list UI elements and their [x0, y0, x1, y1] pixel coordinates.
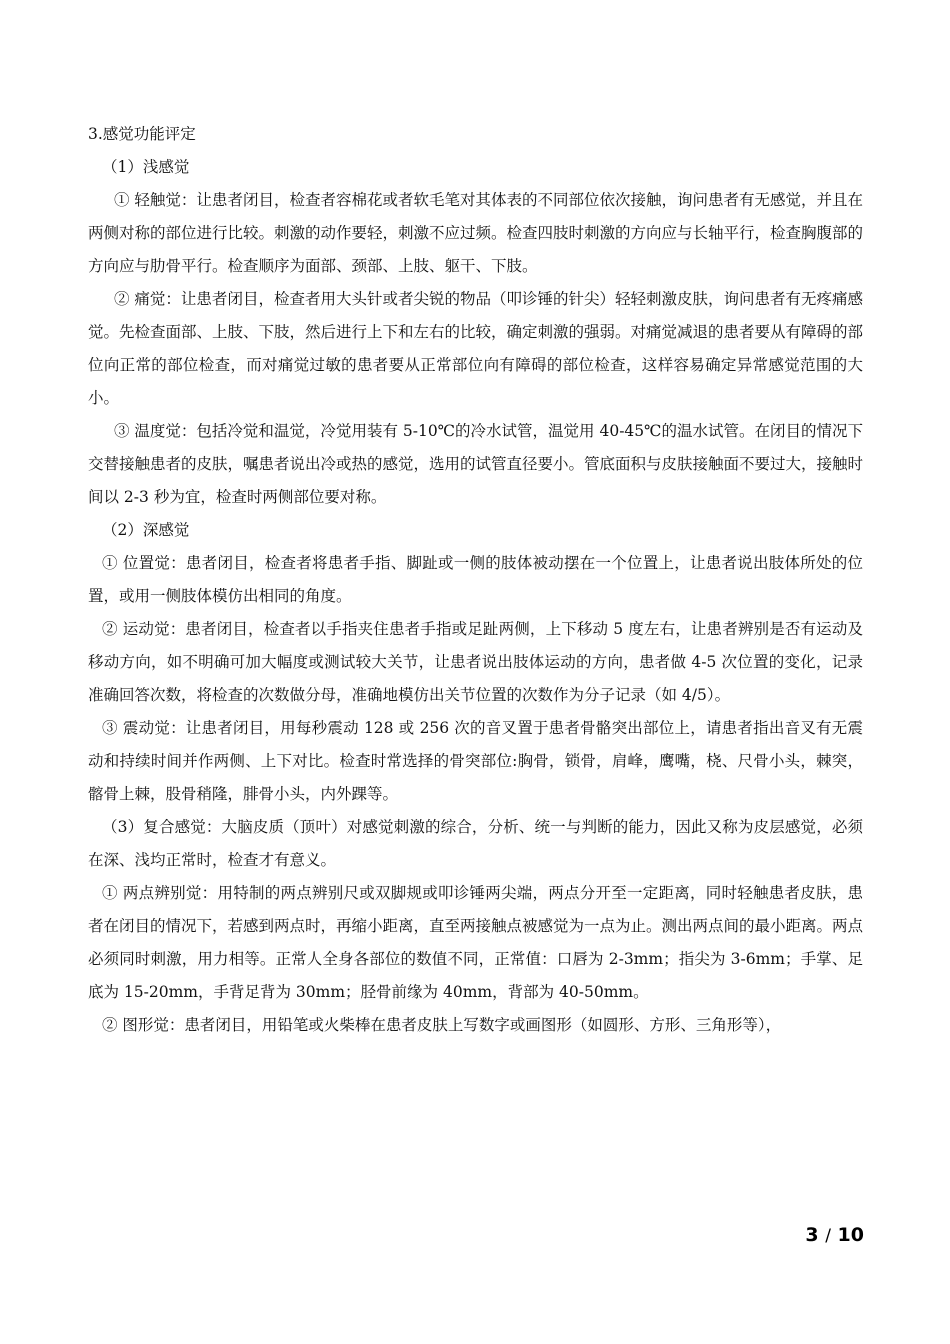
temperature-paragraph: ③ 温度觉：包括冷觉和温觉，冷觉用装有 5-10℃的冷水试管，温觉用 40-45℃的温水试管。在闭目的情况下交替接触患者的皮肤，嘱患者说出冷或热的感觉，选用的试管直径要小。管底面积与皮肤接触面不要过大，接触时间以 2-3 秒为宜，检查时两侧部位要对称。 — [88, 422, 864, 506]
deep-sensation-heading: （2）深感觉 — [102, 521, 190, 539]
complex-sensation-heading: （3）复合感觉：大脑皮质（顶叶）对感觉刺激的综合，分析、统一与判断的能力，因此又称为皮层感觉，必须在深、浅均正常时，检查才有意义。 — [88, 818, 863, 869]
motion-sense-paragraph: ② 运动觉：患者闭目，检查者以手指夹住患者手指或足趾两侧，上下移动 5 度左右，让患者辨别是否有运动及移动方向，如不明确可加大幅度或测试较大关节，让患者说出肢体运动的方向，患者做 4-5 次位置的变化，记录准确回答次数，将检查的次数做分母，准确地模仿出关节位置的次数作为分子记录（如 4/5）。 — [88, 620, 863, 704]
section-title: 3.感觉功能评定 — [88, 125, 196, 143]
pain-paragraph: ② 痛觉：让患者闭目，检查者用大头针或者尖锐的物品（叩诊锤的针尖）轻轻刺激皮肤，询问患者有无疼痛感觉。先检查面部、上肢、下肢，然后进行上下和左右的比较，确定刺激的强弱。对痛觉减退的患者要从有障碍的部位向正常的部位检查，而对痛觉过敏的患者要从正常部位向有障碍的部位检查，这样容易确定异常感觉范围的大小。 — [88, 290, 864, 407]
vibration-sense-paragraph: ③ 震动觉：让患者闭目，用每秒震动 128 或 256 次的音叉置于患者骨骼突出部位上，请患者指出音叉有无震动和持续时间并作两侧、上下对比。检查时常选择的骨突部位:胸骨，锁骨，肩峰，鹰嘴，桡、尺骨小头，棘突，髂骨上棘，股骨稍隆，腓骨小头，内外踝等。 — [88, 719, 863, 803]
two-point-discrimination-paragraph: ① 两点辨别觉：用特制的两点辨别尺或双脚规或叩诊锤两尖端，两点分开至一定距离，同时轻触患者皮肤，患者在闭目的情况下，若感到两点时，再缩小距离，直至两接触点被感觉为一点为止。测出两点间的最小距离。两点必须同时刺激，用力相等。正常人全身各部位的数值不同，正常值：口唇为 2-3mm；指尖为 3-6mm；手掌、足底为 15-20mm，手背足背为 30mm；胫骨前缘为 40mm，背部为 40-50mm。 — [88, 884, 864, 1001]
light-touch-paragraph: ① 轻触觉：让患者闭目，检查者容棉花或者软毛笔对其体表的不同部位依次接触，询问患者有无感觉，并且在两侧对称的部位进行比较。刺激的动作要轻，刺激不应过频。检查四肢时刺激的方向应与长轴平行，检查胸腹部的方向应与肋骨平行。检查顺序为面部、颈部、上肢、躯干、下肢。 — [88, 191, 864, 275]
current-page: 3 — [805, 1224, 819, 1246]
shallow-sensation-heading: （1）浅感觉 — [102, 158, 190, 176]
total-pages: 10 — [837, 1224, 864, 1246]
position-sense-paragraph: ① 位置觉：患者闭目，检查者将患者手指、脚趾或一侧的肢体被动摆在一个位置上，让患者说出肢体所处的位置，或用一侧肢体模仿出相同的角度。 — [88, 554, 863, 605]
graphesthesia-paragraph: ② 图形觉：患者闭目，用铅笔或火柴棒在患者皮肤上写数字或画图形（如圆形、方形、三角形等）， — [102, 1016, 782, 1034]
page-separator: / — [825, 1226, 831, 1246]
document-body — [88, 118, 863, 1042]
page-number — [780, 1224, 864, 1246]
